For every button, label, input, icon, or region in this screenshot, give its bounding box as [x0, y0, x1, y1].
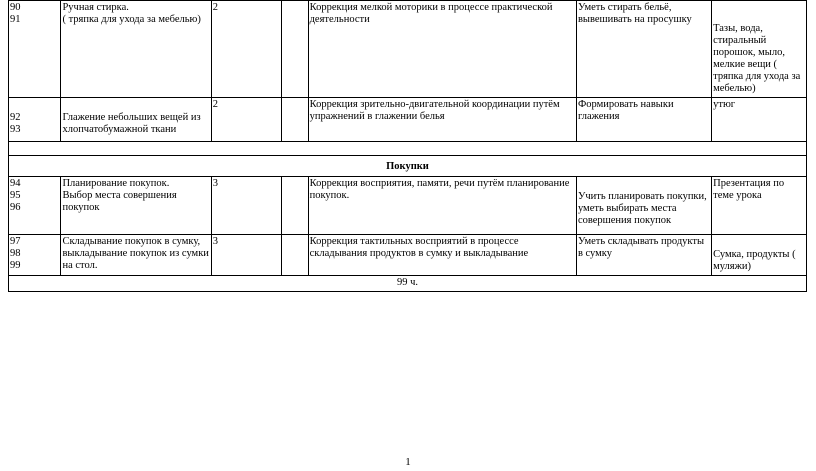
empty-cell	[282, 235, 308, 276]
empty-cell	[282, 177, 308, 235]
topic-cell	[61, 98, 211, 142]
lesson-number-cell: 90 91	[9, 1, 61, 98]
topic-cell: Ручная стирка. ( тряпка для ухода за мебелью)	[61, 1, 211, 98]
skills-cell: Формировать навыки глажения	[576, 98, 711, 142]
equipment-cell: Презентация по теме урока	[712, 177, 807, 235]
empty-cell	[282, 1, 308, 98]
correction-cell: Коррекция восприятия, памяти, речи путём планирование покупок.	[308, 177, 576, 235]
skills-cell: Уметь складывать продукты в сумку	[576, 235, 711, 276]
skills-cell	[576, 177, 711, 235]
lesson-plan-table	[8, 0, 807, 292]
hours-cell: 3	[211, 177, 282, 235]
topic-cell: Складывание покупок в сумку, выкладывание покупок из сумки на стол.	[61, 235, 211, 276]
total-hours: 99 ч.	[9, 276, 807, 292]
hours-cell: 2	[211, 98, 282, 142]
lesson-number-cell: 97 98 99	[9, 235, 61, 276]
equipment-text: Тазы, вода, стиральный порошок, мыло, мелкие вещи ( тряпка для ухода за мебелью)	[713, 23, 801, 94]
table-row	[9, 1, 807, 98]
hours-cell: 2	[211, 1, 282, 98]
skills-text: Учить планировать покупки, уметь выбирать места совершения покупок	[577, 191, 707, 226]
spacer-row	[9, 142, 807, 156]
section-row	[9, 156, 807, 177]
lesson-number-text: 92 93	[10, 112, 21, 135]
topic-text: Глажение небольших вещей из хлопчатобумажной ткани	[62, 112, 201, 135]
equipment-cell	[712, 1, 807, 98]
equipment-text: Сумка, продукты ( муляжи)	[713, 249, 796, 272]
table-row	[9, 177, 807, 235]
equipment-cell: утюг	[712, 98, 807, 142]
hours-cell: 3	[211, 235, 282, 276]
correction-cell: Коррекция мелкой моторики в процессе практической деятельности	[308, 1, 576, 98]
page-number: 1	[405, 456, 411, 468]
equipment-cell	[712, 235, 807, 276]
lesson-number-cell	[9, 98, 61, 142]
section-title: Покупки	[9, 156, 807, 177]
empty-cell	[282, 98, 308, 142]
correction-cell: Коррекция тактильных восприятий в процессе складывания продуктов в сумку и выкладывание	[308, 235, 576, 276]
lesson-number-cell: 94 95 96	[9, 177, 61, 235]
correction-cell: Коррекция зрительно-двигательной координации путём упражнений в глажении белья	[308, 98, 576, 142]
skills-cell: Уметь стирать бельё, вывешивать на просушку	[576, 1, 711, 98]
total-row	[9, 276, 807, 292]
table-row	[9, 235, 807, 276]
table-row	[9, 98, 807, 142]
topic-cell: Планирование покупок. Выбор места совершения покупок	[61, 177, 211, 235]
spacer-cell	[9, 142, 807, 156]
